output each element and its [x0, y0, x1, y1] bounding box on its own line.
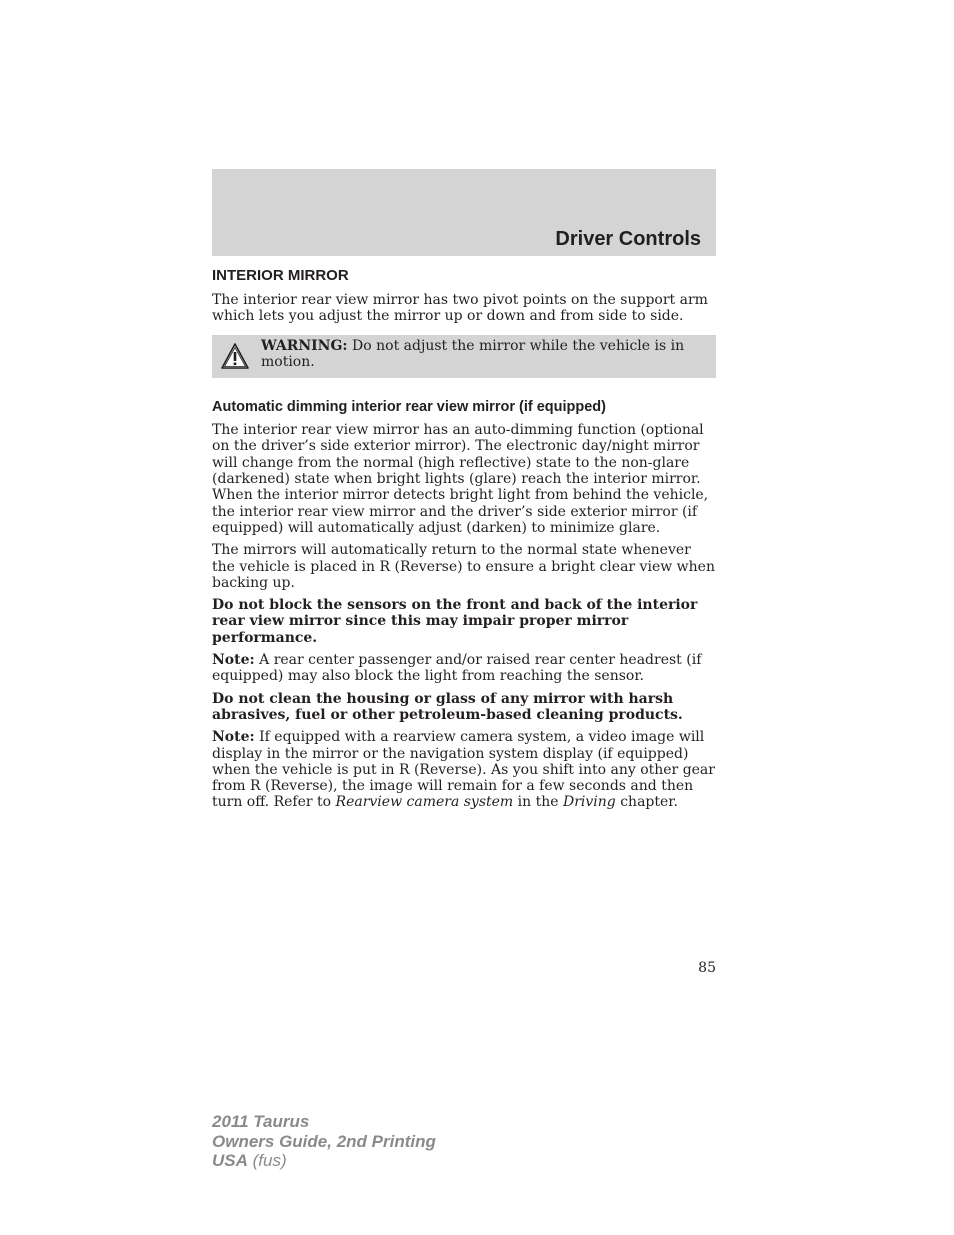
auto-dimming-paragraph: The interior rear view mirror has an auto-dimming function (optional on the driver’s side exterior mirror). The electronic day/night mirror will change from the normal (high reflective) state to the non-glare (darkened) state when bright lights (glare) reach the interior mirror. When the interior mirror detects bright light from behind the vehicle, the interior rear view mirror and the driver’s side exterior mirror (if equipped) will automatically adjust (darken) to minimize glare.: [212, 422, 709, 536]
note-headrest: [212, 652, 716, 685]
footer-market: [212, 1151, 436, 1171]
driving-chapter-ref: Driving: [563, 794, 616, 811]
footer-model: 2011 Taurus: [212, 1112, 310, 1131]
cleaning-caution-text: Do not clean the housing or glass of any mirror with harsh abrasives, fuel or other petroleum-based cleaning products.: [212, 690, 683, 723]
warning-label: WARNING:: [261, 337, 348, 354]
page-number: 85: [698, 960, 716, 976]
cleaning-caution: [212, 691, 716, 724]
intro-paragraph: The interior rear view mirror has two pivot points on the support arm which lets you adjust the mirror up or down and from side to side.: [212, 292, 708, 325]
note-headrest-text: A rear center passenger and/or raised rear center headrest (if equipped) may also block the light from reaching the sensor.: [212, 652, 702, 685]
document-footer: [212, 1112, 436, 1171]
note-camera-mid: in the: [513, 794, 563, 811]
note-camera-text: If equipped with a rearview camera system, a video image will display in the mirror or the navigation system display (if equipped) when the vehicle is put in R (Reverse). As you shift into any other gear from R (Reverse), the image will remain for a few seconds and then turn off. Refer to: [212, 729, 715, 811]
note-label: Note:: [212, 729, 255, 746]
note-label: Note:: [212, 652, 255, 669]
footer-edition: Owners Guide, 2nd Printing: [212, 1131, 436, 1151]
page-content: [212, 266, 716, 817]
section-title: INTERIOR MIRROR: [212, 267, 349, 284]
warning-message: Do not adjust the mirror while the vehicle is in motion.: [261, 337, 685, 370]
footer-code: (fus): [247, 1151, 287, 1170]
footer-country: USA: [212, 1151, 248, 1170]
warning-text: [261, 338, 684, 370]
rearview-camera-ref: Rearview camera system: [335, 794, 514, 811]
sensor-caution: [212, 597, 716, 646]
subsection-title: Automatic dimming interior rear view mirror (if equipped): [212, 399, 606, 416]
note-camera: [212, 729, 716, 810]
chapter-title: Driver Controls: [555, 228, 701, 250]
sensor-caution-text: Do not block the sensors on the front and back of the interior rear view mirror since this may impair proper mirror performance.: [212, 597, 698, 646]
header-band: [212, 169, 716, 256]
note-camera-end: chapter.: [615, 794, 678, 811]
warning-box: [212, 335, 716, 379]
warning-triangle-icon: [220, 342, 250, 370]
reverse-paragraph: The mirrors will automatically return to the normal state whenever the vehicle is placed in R (Reverse) to ensure a bright clear view when backing up.: [212, 542, 715, 591]
